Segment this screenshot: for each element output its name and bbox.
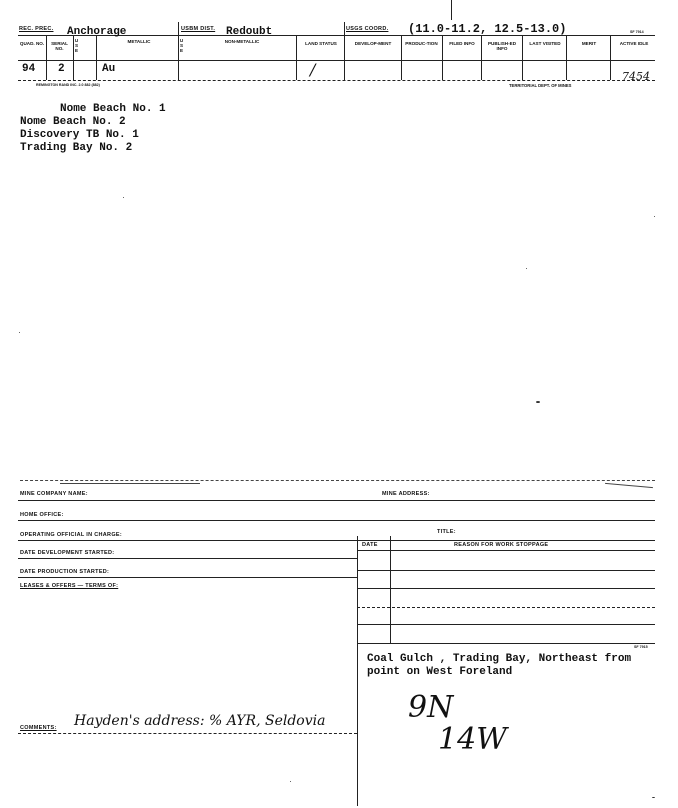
speck: [19, 332, 20, 333]
usgs-coord-value: (11.0-11.2, 12.5-13.0): [408, 22, 567, 36]
dept-line: TERRITORIAL DEPT. OF MINES: [509, 83, 572, 88]
mine-address-label: MINE ADDRESS:: [382, 491, 430, 497]
col-use-code-2: U S E: [179, 38, 184, 53]
date-header: DATE: [362, 542, 378, 548]
form-code-top: SF 7914: [630, 30, 644, 34]
speck: [536, 401, 540, 403]
speck: [526, 268, 527, 269]
record-active-idle: 7454: [622, 70, 650, 83]
leases-offers-label: LEASES & OFFERS — TERMS OF:: [20, 583, 119, 589]
mine-company-name-label: MINE COMPANY NAME:: [20, 491, 88, 497]
comments-label: COMMENTS:: [20, 725, 57, 731]
claim-item: Nome Beach No. 1: [60, 103, 166, 115]
col-land-status: LAND STATUS: [305, 41, 337, 46]
speck: [654, 216, 655, 217]
claim-item: Nome Beach No. 2: [20, 116, 126, 128]
col-serial-no: SERIAL NO.: [51, 41, 68, 51]
record-metallic: Au: [102, 63, 116, 75]
col-development: DEVELOP-MENT: [354, 41, 392, 46]
reason-header: REASON FOR WORK STOPPAGE: [454, 542, 549, 548]
col-non-metallic: NON-METALLIC: [224, 39, 260, 44]
usbm-dist-label: USBM DIST.: [181, 26, 216, 32]
usgs-coord-label: USGS COORD.: [346, 26, 389, 32]
col-last-visited: LAST VISITED: [529, 41, 561, 46]
form-code-bottom: SF 7915: [634, 645, 648, 649]
speck: [652, 797, 655, 798]
title-label: TITLE:: [437, 529, 456, 535]
col-published-info: PUBLISH-ED INFO: [487, 41, 517, 51]
speck: [290, 781, 291, 782]
record-land-status: /: [310, 60, 316, 79]
date-production-started-label: DATE PRODUCTION STARTED:: [20, 569, 110, 575]
range-handwritten: 14W: [438, 722, 508, 757]
location-line-2: point on West Foreland: [367, 666, 513, 678]
date-development-started-label: DATE DEVELOPMENT STARTED:: [20, 550, 115, 556]
speck: [123, 197, 124, 198]
record-serial-no: 2: [58, 63, 65, 75]
col-quad-no: QUAD. NO.: [19, 41, 45, 46]
col-filed-info: FILED INFO: [449, 41, 475, 46]
rec-prec-value: Anchorage: [67, 26, 127, 38]
col-use-code: U S E: [74, 38, 79, 53]
usbm-dist-value: Redoubt: [226, 26, 273, 38]
col-production: PRODUC-TION: [405, 41, 438, 46]
col-active-idle: ACTIVE IDLE: [619, 41, 649, 46]
location-line-1: Coal Gulch , Trading Bay, Northeast from: [367, 653, 632, 665]
claim-item: Discovery TB No. 1: [20, 129, 139, 141]
comments-value: Hayden's address: % AYR, Seldovia: [74, 713, 326, 729]
rec-prec-label: REC. PREC.: [19, 26, 54, 32]
operating-official-label: OPERATING OFFICIAL IN CHARGE:: [20, 532, 122, 538]
col-merit: MERIT: [581, 41, 597, 46]
printer-line: REMINGTON RAND INC. 2.0 882 (882): [36, 83, 100, 87]
col-metallic: METALLIC: [127, 39, 151, 44]
record-quad-no: 94: [22, 63, 36, 75]
home-office-label: HOME OFFICE:: [20, 512, 64, 518]
township-handwritten: 9N: [408, 690, 454, 725]
claim-item: Trading Bay No. 2: [20, 142, 133, 154]
